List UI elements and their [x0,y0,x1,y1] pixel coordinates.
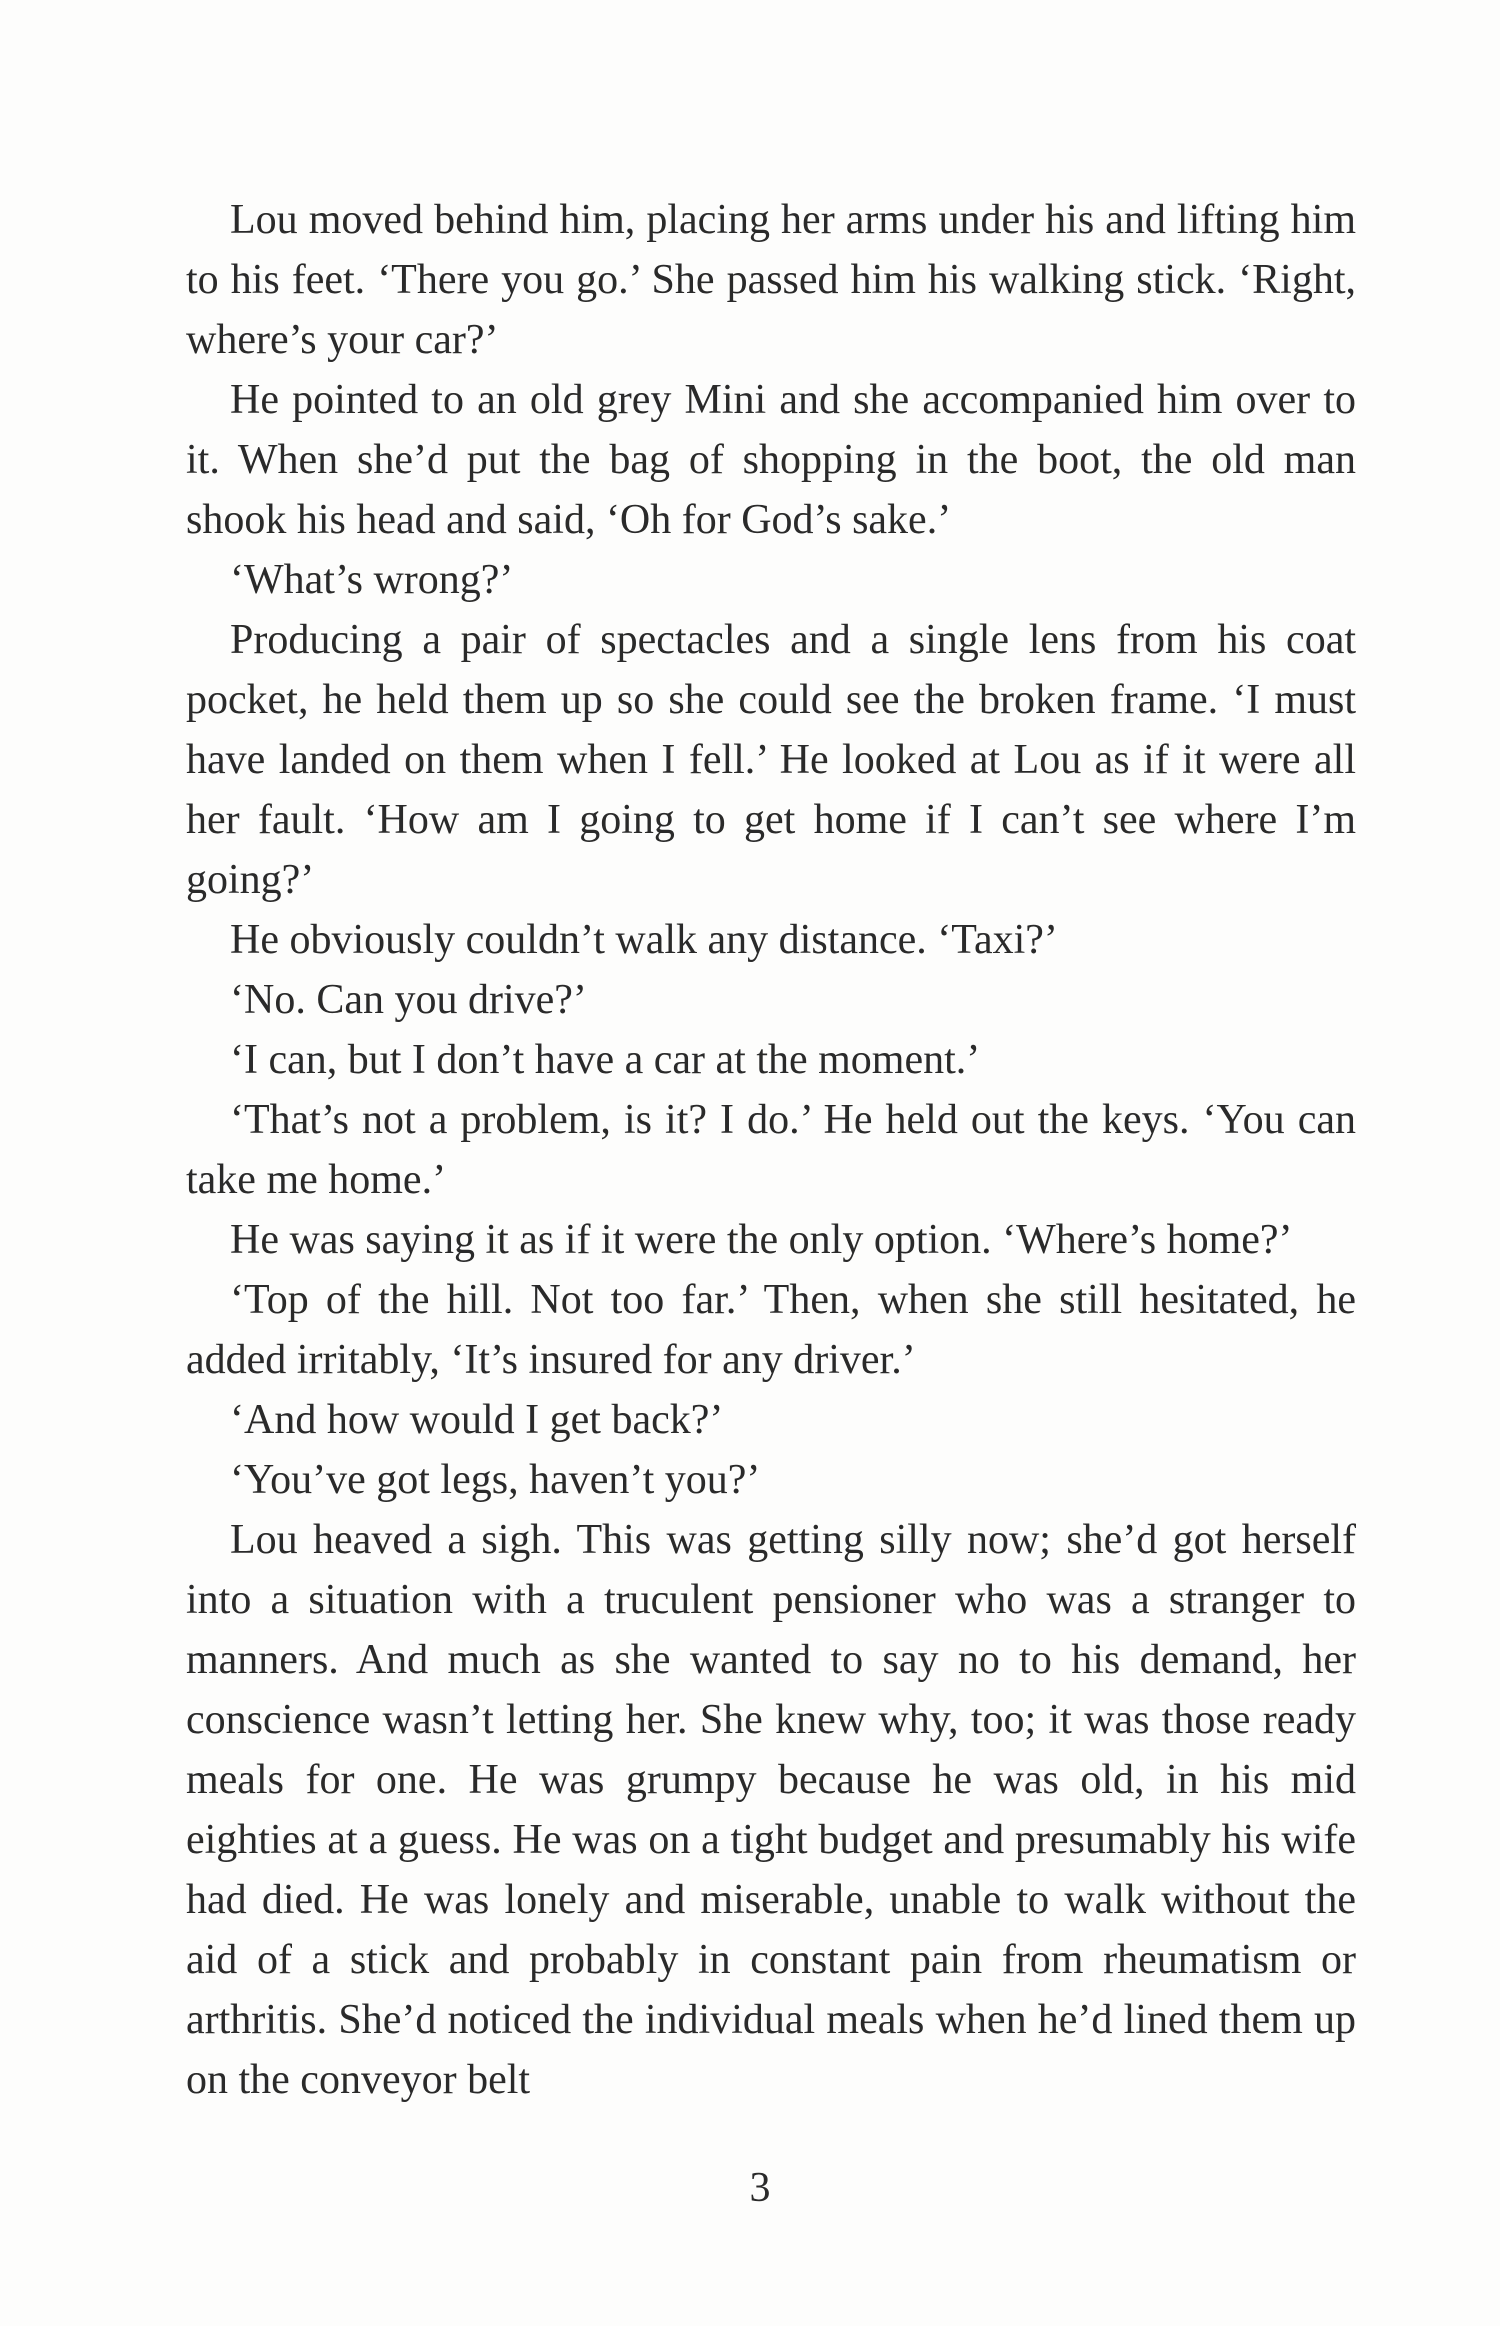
paragraph: He obviously couldn’t walk any distance. ‘Taxi?’ [230,917,1058,963]
paragraph: Lou moved behind him, placing her arms under his and lifting him to his feet. ‘There you go.’ She passed him his walking stick. ‘Right, where’s your car?’ [186,197,1356,363]
paragraph: ‘That’s not a problem, is it? I do.’ He held out the keys. ‘You can take me home.’ [186,1097,1356,1203]
paragraph: ‘No. Can you drive?’ [230,977,587,1023]
paragraph: ‘I can, but I don’t have a car at the moment.’ [230,1037,981,1083]
paragraph: ‘You’ve got legs, haven’t you?’ [230,1457,761,1503]
paragraph: ‘And how would I get back?’ [230,1397,724,1443]
paragraph: He pointed to an old grey Mini and she accompanied him over to it. When she’d put the bag of shopping in the boot, the old man shook his head and said, ‘Oh for God’s sake.’ [186,377,1356,543]
paragraph: He was saying it as if it were the only option. ‘Where’s home?’ [230,1217,1293,1263]
paragraph: Producing a pair of spectacles and a single lens from his coat pocket, he held them up so she could see the broken frame. ‘I must have landed on them when I fell.’ He looked at Lou as if it were all her fault. ‘How am I going to get home if I can’t see where I’m going?’ [186,617,1356,903]
body-text [186,190,1356,2110]
paragraph: Lou heaved a sigh. This was getting silly now; she’d got herself into a situation with a truculent pensioner who was a stranger to manners. And much as she wanted to say no to his demand, her conscience wasn’t letting her. She knew why, too; it was those ready meals for one. He was grumpy because he was old, in his mid eighties at a guess. He was on a tight budget and presumably his wife had died. He was lonely and miserable, unable to walk without the aid of a stick and probably in constant pain from rheumatism or arthritis. She’d noticed the individual meals when he’d lined them up on the conveyor belt [186,1517,1356,2103]
paragraph: ‘Top of the hill. Not too far.’ Then, when she still hesitated, he added irritably, ‘It’s insured for any driver.’ [186,1277,1356,1383]
page-number: 3 [749,2165,771,2211]
paragraph: ‘What’s wrong?’ [230,557,514,603]
